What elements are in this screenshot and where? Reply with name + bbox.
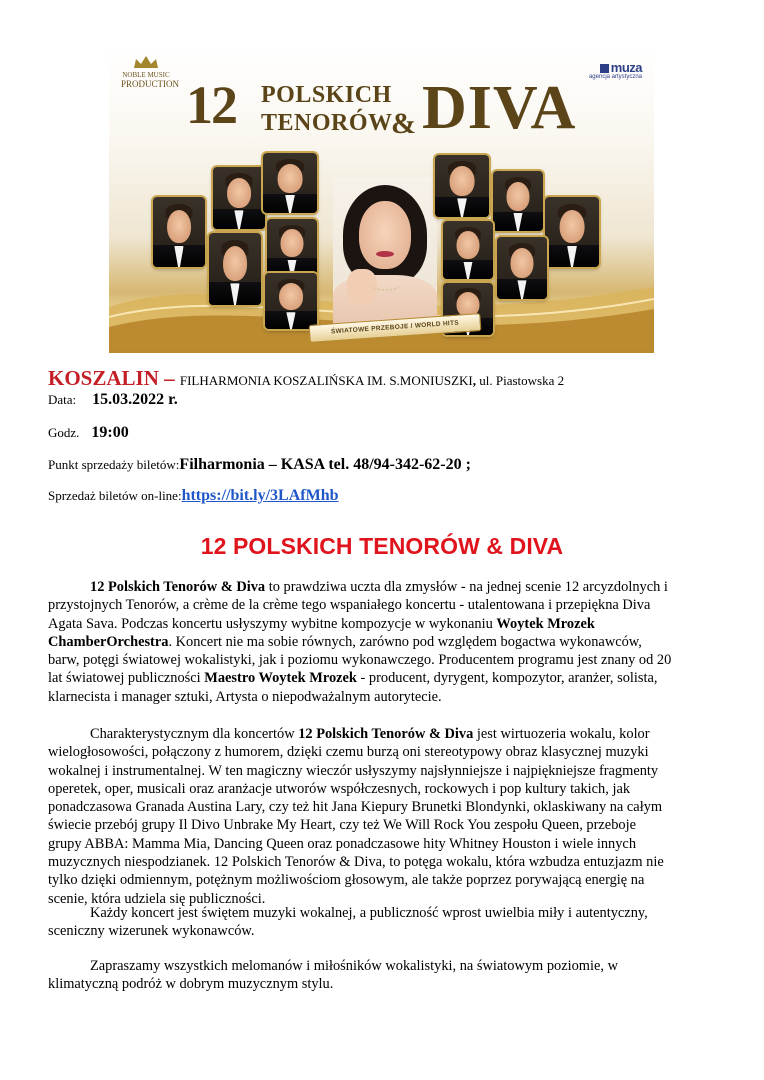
tenor-portrait <box>545 197 599 267</box>
ticket-office-label: Punkt sprzedaży biletów: <box>48 457 180 472</box>
tenor-portrait <box>435 155 489 217</box>
time-line <box>48 424 129 442</box>
tenor-portrait <box>263 153 317 213</box>
world-hits-ribbon: ŚWIATOWE PRZEBOJE / WORLD HITS <box>309 313 482 343</box>
venue-address: ul. Piastowska 2 <box>479 373 565 388</box>
description-paragraph-1: 12 Polskich Tenorów & Diva to prawdziwa uczta dla zmysłów - na jednej scenie 12 arcyzdolnych i przystojnych Tenorów, a crème de la crème tego wspaniałego koncertu - utalentowana i przepiękna Diva Agata Sava. Podczas koncertu usłyszymy wybitne kompozycje w wykonaniu Woytek Mrozek ChamberOrchestra. Koncert nie ma sobie równych, zarówno pod względem bogactwa wykonawców, barw, potęgi światowej wokalistyki, jak i poziomu wykonawczego. Producentem programu jest znany od 20 lat światowej publiczności Maestro Woytek Mrozek - producent, dyrygent, kompozytor, aranżer, solista, klarnecista i manager sztuki, Artysta o niepodważalnym autorytecie. <box>48 579 672 705</box>
poster-title-number: 12 <box>186 75 236 135</box>
ticket-office-line <box>48 456 471 474</box>
muza-logo: muza agencja artystyczna <box>588 60 642 80</box>
online-tickets-link[interactable]: https://bit.ly/3LAfMhb <box>181 487 339 504</box>
description-paragraph-4: Zapraszamy wszystkich melomanów i miłośników wokalistyki, na światowym poziomie, w klimatyczną podróż w dobrym muzycznym stylu. <box>48 958 618 993</box>
poster-title-amp: & <box>391 107 416 140</box>
diva-portrait <box>333 177 437 327</box>
poster-title-line2: TENORÓW <box>261 110 393 136</box>
poster-title-line1: POLSKICH <box>261 82 392 108</box>
time-label: Godz. <box>48 425 80 440</box>
date-line <box>48 391 178 409</box>
venue-separator: , <box>472 373 480 388</box>
tenor-portrait <box>443 221 493 279</box>
venue-line <box>48 366 564 391</box>
date-value: 15.03.2022 r. <box>92 391 178 408</box>
concert-poster <box>109 47 654 353</box>
tenor-portrait <box>497 237 547 299</box>
ticket-office-value: Filharmonia – KASA tel. 48/94-342-62-20 ; <box>179 456 471 473</box>
date-label: Data: <box>48 392 77 407</box>
tenor-portrait <box>153 197 205 267</box>
muza-logo-icon <box>600 64 609 73</box>
tenor-portrait <box>213 167 265 229</box>
city-name: KOSZALIN – <box>48 366 180 390</box>
tenor-portrait <box>267 219 317 277</box>
online-tickets-label: Sprzedaż biletów on-line: <box>48 488 182 503</box>
poster-title <box>179 73 599 143</box>
time-value: 19:00 <box>91 424 129 441</box>
noble-music-logo: NOBLE MUSIC PRODUCTION <box>121 55 171 89</box>
tenor-portrait <box>265 273 317 329</box>
poster-title-diva: DIVA <box>422 74 577 142</box>
description-paragraph-2: Charakterystycznym dla koncertów 12 Polskich Tenorów & Diva jest wirtuozeria wokalu, kolor wielogłosowości, połączony z humorem, dzięki czemu burzą oni stereotypowy obraz klasycznej muzyki wokalnej i instrumentalnej. W ten magiczny wieczór usłyszymy najsłynniejsze i najpiękniejsze fragmenty operetek, oper, musicali oraz aranżacje utworów współczesnych, rockowych i pop kultury takich, jak ponadczasowa Granada Austina Lary, czy też hit Jana Kiepury Brunetki Blondynki, oklaskiwany na całym świecie przebój grupy Il Divo Unbrake My Heart, czy też We Will Rock You zespołu Queen, przeboje grupy ABBA: Mamma Mia, Dancing Queen oraz ponadczasowe hity Whitney Houston i wiele innych muzycznych niespodzianek. 12 Polskich Tenorów & Diva, to potęga wokalu, która wzbudza entuzjazm nie tylko dzięki odmiennym, potężnym możliwościom głosowym, ale także poprzez porywającą energię na scenie, która udziela się publiczności. <box>48 726 664 907</box>
tenor-portrait <box>209 233 261 305</box>
online-tickets-line <box>48 487 339 505</box>
crown-icon <box>133 55 159 69</box>
tenor-portrait <box>493 171 543 231</box>
venue-name: FILHARMONIA KOSZALIŃSKA IM. S.MONIUSZKI <box>179 373 473 388</box>
page-heading: 12 POLSKICH TENORÓW & DIVA <box>200 533 564 559</box>
description-paragraph-3: Każdy koncert jest świętem muzyki wokalnej, a publiczność wprost uwielbia miły i autentyczny, sceniczny wizerunek wykonawców. <box>48 905 648 940</box>
